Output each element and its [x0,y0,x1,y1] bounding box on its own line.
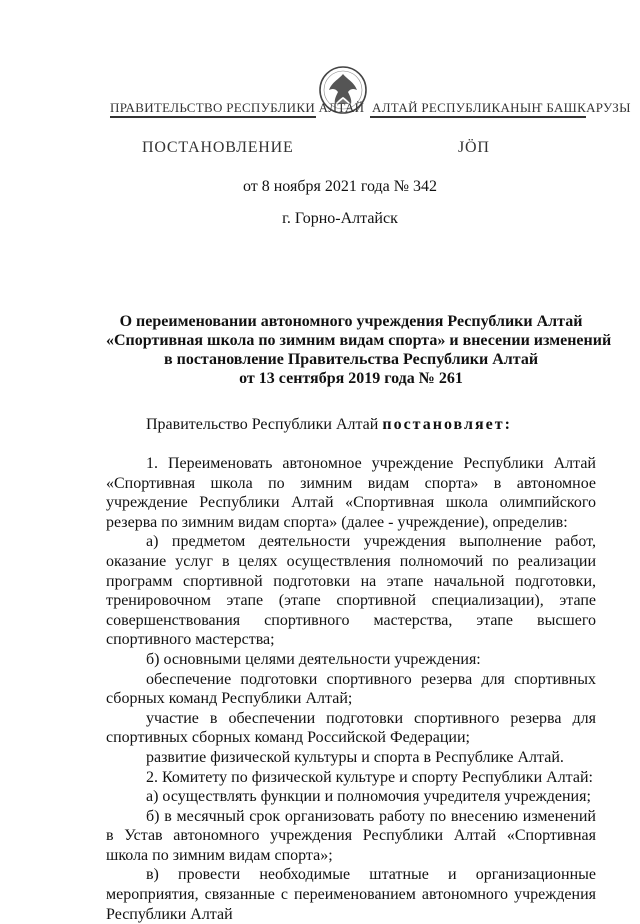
government-name-altai: АЛТАЙ РЕСПУБЛИКАНЫҤ БАШКАРУЗЫ [372,100,631,115]
paragraph: а) предметом деятельности учреждения выполнение работ, оказание услуг в целях осуществления полномочий по реализации программ спортивной подготовки на этапе начальной подготовки, тренировочном этапе (этапе спортивной специализации), этапе совершенствования спортивного мастерства, этапе высшего спортивного мастерства; [106,533,596,649]
decree-date-number: от 8 ноября 2021 года № 342 [242,178,438,195]
header-rule-right [370,116,586,118]
paragraph: развитие физической культуры и спорта в Республике Алтай. [146,748,564,766]
paragraph: б) в месячный срок организовать работу по внесению изменений в Устав автономного учреждения Республики Алтай «Спортивная школа по зимним видам спорта»; [106,807,596,864]
paragraph: б) основными целями деятельности учреждения: [146,650,481,668]
paragraph: 2. Комитету по физической культуре и спорту Республики Алтай: [146,768,593,786]
paragraph: обеспечение подготовки спортивного резерва для спортивных сборных команд Республики Алтай; [106,670,596,708]
decree-city: г. Горно-Алтайск [282,210,398,227]
paragraph: участие в обеспечении подготовки спортивного резерва для спортивных сборных команд Российской Федерации; [106,709,596,747]
paragraph: а) осуществлять функции и полномочия учредителя учреждения; [146,788,591,806]
header-rule-left [110,116,316,118]
title-line: в постановление Правительства Республики Алтай [163,351,539,368]
government-name-russian: ПРАВИТЕЛЬСТВО РЕСПУБЛИКИ АЛТАЙ [110,100,365,115]
title-line: О переименовании автономного учреждения Республики Алтай [119,313,583,330]
title-line: «Спортивная школа по зимним видам спорта» и внесении изменений [106,332,612,349]
paragraph: в) провести необходимые штатные и организационные мероприятия, связанные с переименованием автономного учреждения Республики Алтай [106,866,596,923]
intro-line [146,416,512,434]
decree-label-russian: ПОСТАНОВЛЕНИЕ [142,139,294,156]
paragraph: 1. Переименовать автономное учреждение Республики Алтай «Спортивная школа по зимним видам спорта» в автономное учреждение Республики Алтай «Спортивная школа олимпийского резерва по зимним видам спорта» (далее - учреждение), определив: [106,455,596,531]
title-line: от 13 сентября 2019 года № 261 [239,370,463,387]
decree-label-altai: ЈӦП [458,139,490,156]
decree-body [106,454,596,924]
decree-title [106,312,612,388]
intro-emphasis: постановляет: [382,416,512,433]
intro-prefix: Правительство Республики Алтай [146,416,383,433]
